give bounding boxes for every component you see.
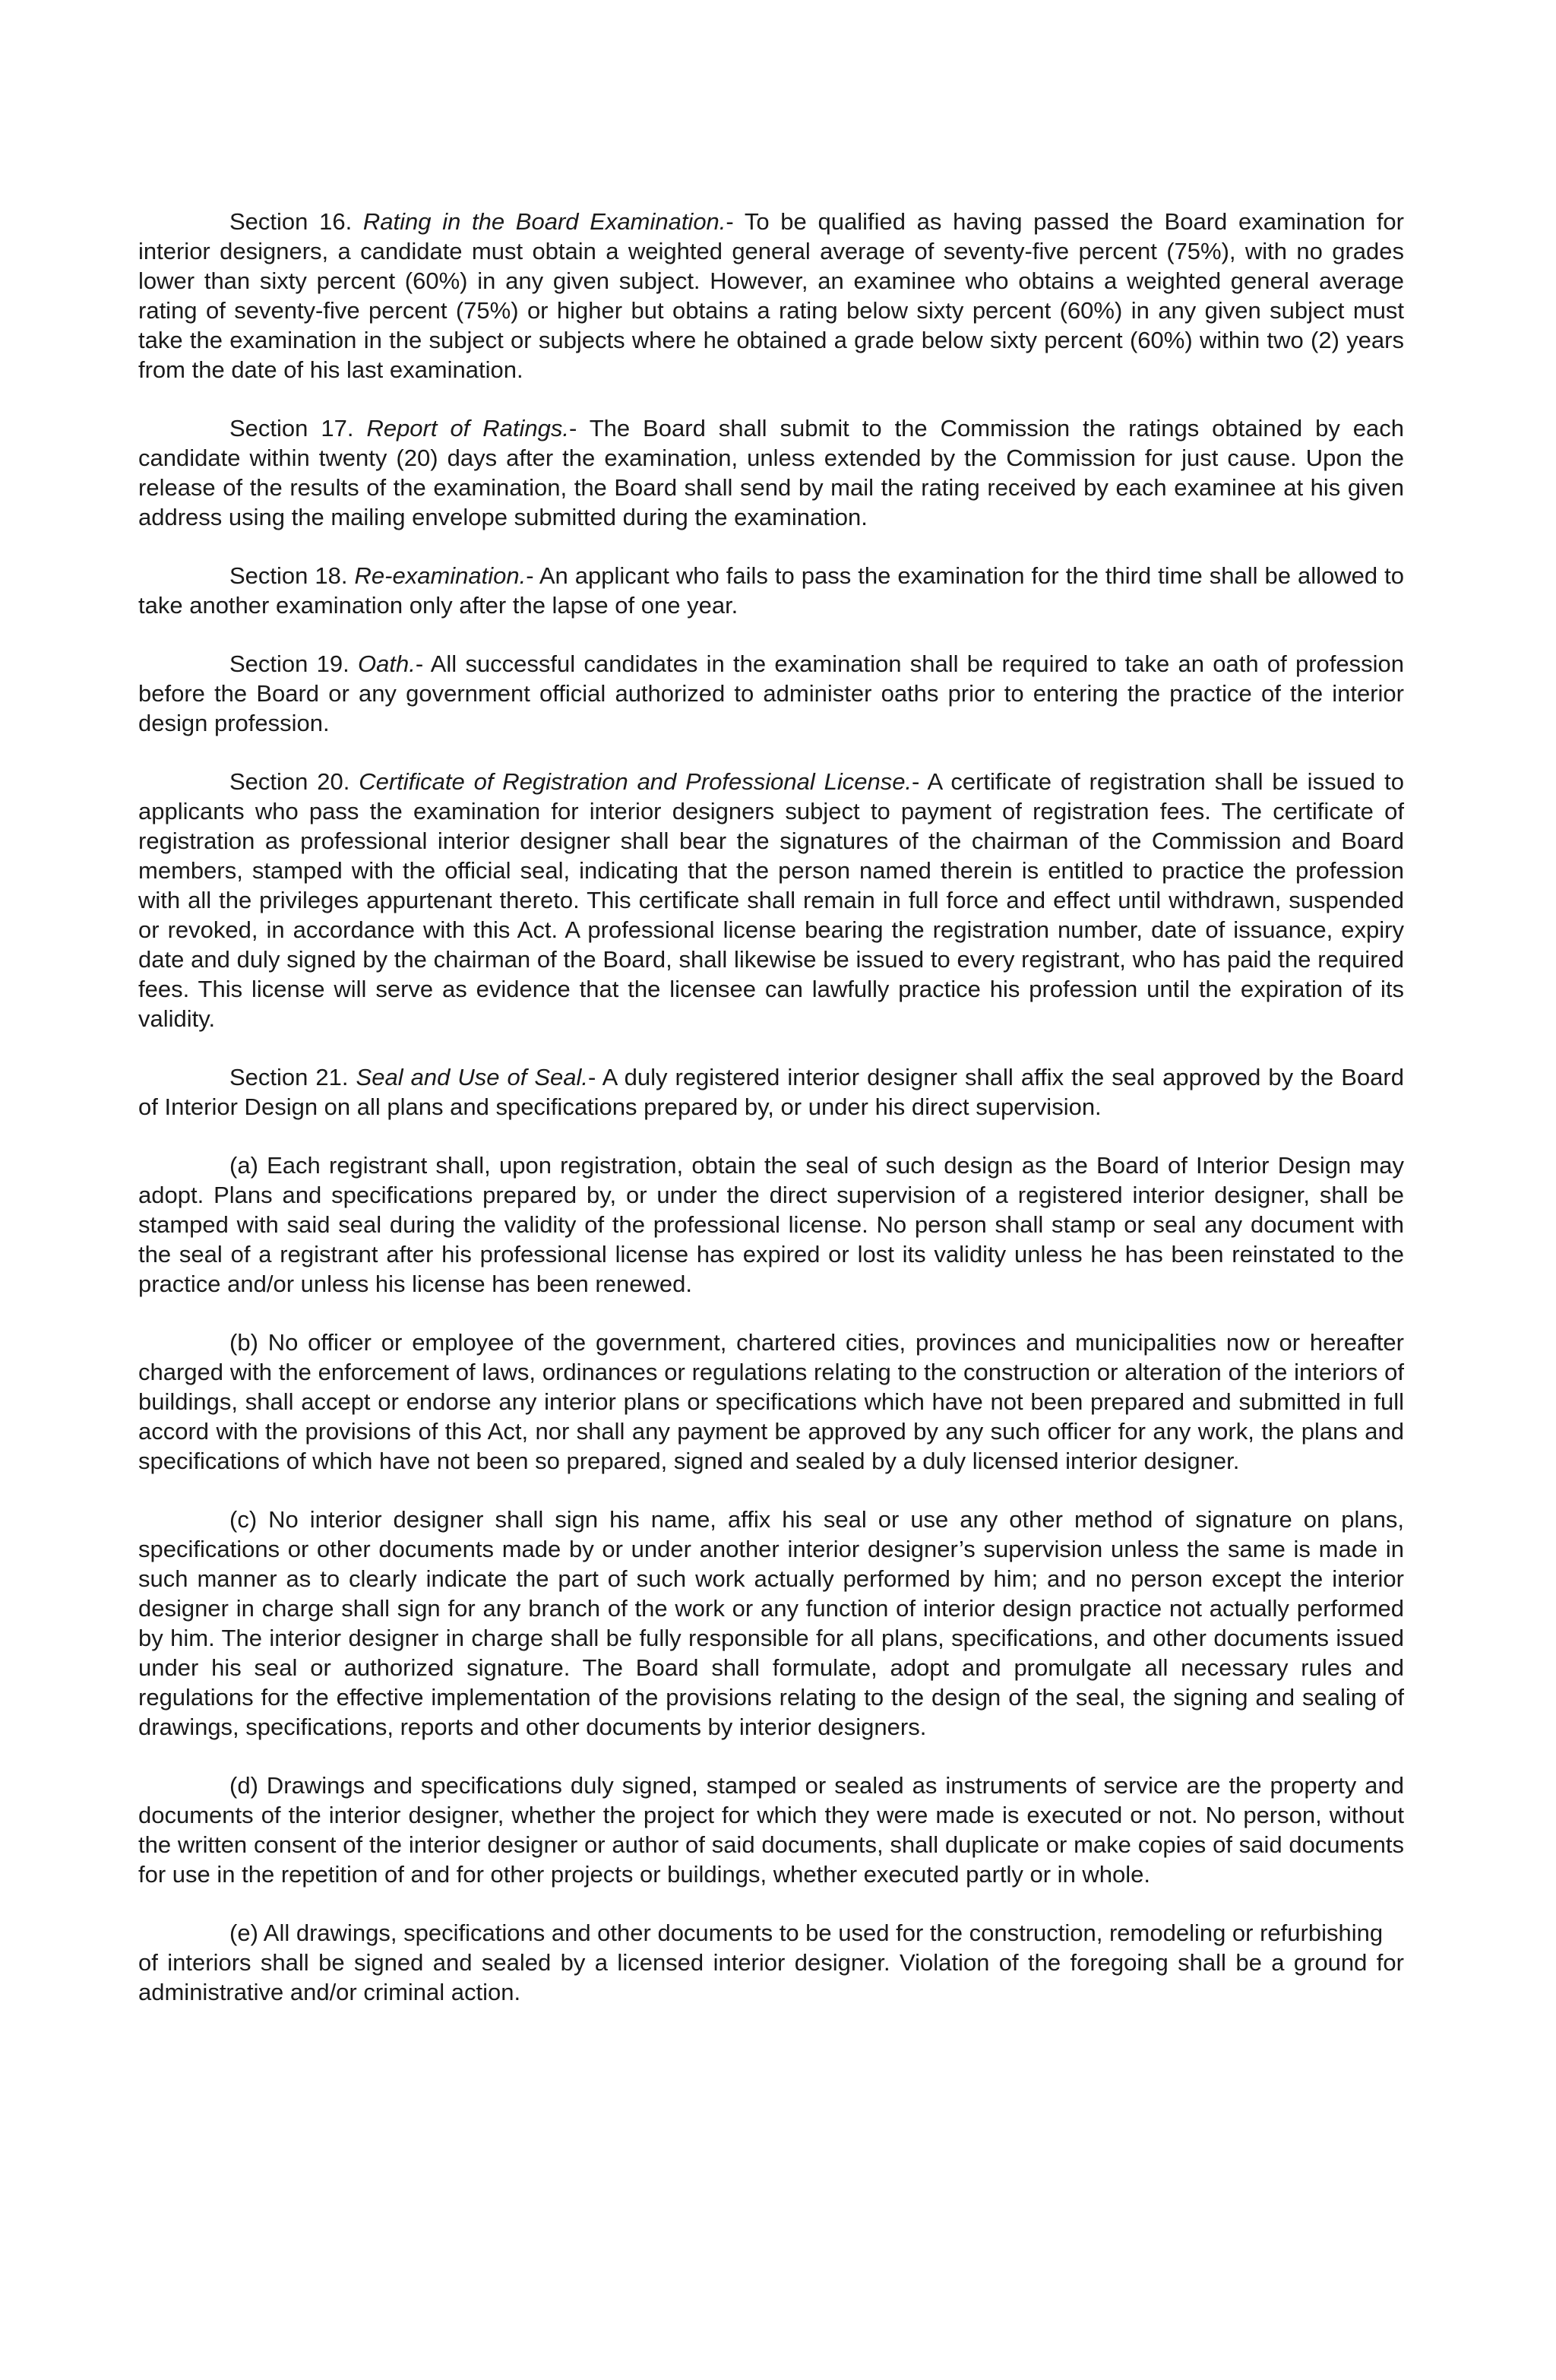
section-21-paragraph [138,1062,1404,1122]
section-20-title: Certificate of Registration and Professional License. [359,768,912,795]
section-16-title: Rating in the Board Examination. [362,208,726,235]
section-16-paragraph [138,207,1404,385]
section-16-body: - To be qualified as having passed the Board examination for interior designers, a candidate must obtain a weighted general average of seventy-five percent (75%), with no grades lower than sixty percent (60%) in any given subject. However, an examinee who obtains a weighted general average rating of seventy-five percent (75%) or higher but obtains a rating below sixty percent (60%) in any given subject must take the examination in the subject or subjects where he obtained a grade below sixty percent (60%) within two (2) years from the date of his last examination. [138,208,1404,383]
section-17-heading: Section 17. [229,415,354,442]
section-20-paragraph [138,767,1404,1033]
section-19-heading: Section 19. [229,650,349,677]
subsection-d-paragraph: (d) Drawings and specifications duly signed, stamped or sealed as instruments of service are the property and documents of the interior designer, whether the project for which they were made is executed or not. No person, without the written consent of the interior designer or author of said documents, shall duplicate or make copies of said documents for use in the repetition of and for other projects or buildings, whether executed partly or in whole. [138,1772,1404,1888]
section-19-body: - All successful candidates in the examination shall be required to take an oath of profession before the Board or any government official authorized to administer oaths prior to entering the practice of the interior design profession. [138,650,1404,736]
section-20-body: - A certificate of registration shall be issued to applicants who pass the examination for interior designers subject to payment of registration fees. The certificate of registration as professional interior designer shall bear the signatures of the chairman of the Commission and Board members, stamped with the official seal, indicating that the person named therein is entitled to practice the profession with all the privileges appurtenant thereto. This certificate shall remain in full force and effect until withdrawn, suspended or revoked, in accordance with this Act. A professional license bearing the registration number, date of issuance, expiry date and duly signed by the chairman of the Board, shall likewise be issued to every registrant, who has paid the required fees. This license will serve as evidence that the licensee can lawfully practice his profession until the expiration of its validity. [138,768,1404,1032]
section-17-paragraph [138,413,1404,532]
section-18-heading: Section 18. [229,562,348,589]
subsection-e-continuation: of interiors shall be signed and sealed by a licensed interior designer. Violation of the foregoing shall be a ground for administrative and/or criminal action. [138,1949,1404,2005]
section-18-body: - An applicant who fails to pass the examination for the third time shall be allowed to take another examination only after the lapse of one year. [138,562,1404,619]
section-20-heading: Section 20. [229,768,350,795]
subsection-a-paragraph: (a) Each registrant shall, upon registration, obtain the seal of such design as the Board of Interior Design may adopt. Plans and specifications prepared by, or under the direct supervision of a registered interior designer, shall be stamped with said seal during the validity of the professional license. No person shall stamp or seal any document with the seal of a registrant after his professional license has expired or lost its validity unless he has been reinstated to the practice and/or unless his license has been renewed. [138,1152,1404,1297]
subsection-b-paragraph: (b) No officer or employee of the government, chartered cities, provinces and municipalities now or hereafter charged with the enforcement of laws, ordinances or regulations relating to the construction or alteration of the interiors of buildings, shall accept or endorse any interior plans or specifications which have not been prepared and submitted in full accord with the provisions of this Act, nor shall any payment be approved by any such officer for any work, the plans and specifications of which have not been so prepared, signed and sealed by a duly licensed interior designer. [138,1329,1404,1474]
section-18-title: Re-examination. [354,562,527,589]
section-17-title: Report of Ratings. [366,415,569,442]
section-21-title: Seal and Use of Seal. [356,1064,588,1090]
subsection-c-paragraph: (c) No interior designer shall sign his name, affix his seal or use any other method of signature on plans, specifications or other documents made by or under another interior designer’s supervision unless the same is made in such manner as to clearly indicate the part of such work actually performed by him; and no person except the interior designer in charge shall sign for any branch of the work or any function of interior design practice not actually performed by him. The interior designer in charge shall be fully responsible for all plans, specifications, and other documents issued under his seal or authorized signature. The Board shall formulate, adopt and promulgate all necessary rules and regulations for the effective implementation of the provisions relating to the design of the seal, the signing and sealing of drawings, specifications, reports and other documents by interior designers. [138,1506,1404,1740]
section-16-heading: Section 16. [229,208,353,235]
section-21-body: - A duly registered interior designer shall affix the seal approved by the Board of Interior Design on all plans and specifications prepared by, or under his direct supervision. [138,1064,1404,1120]
document-page [138,207,1404,2007]
subsection-e-first-line: (e) All drawings, specifications and other documents to be used for the construction, remodeling or refurbishing [229,1920,1384,1946]
section-18-paragraph [138,561,1404,620]
section-17-body: - The Board shall submit to the Commission the ratings obtained by each candidate within twenty (20) days after the examination, unless extended by the Commission for just cause. Upon the release of the results of the examination, the Board shall send by mail the rating received by each examinee at his given address using the mailing envelope submitted during the examination. [138,415,1404,530]
section-19-paragraph [138,649,1404,738]
section-21-heading: Section 21. [229,1064,349,1090]
section-19-title: Oath. [358,650,416,677]
